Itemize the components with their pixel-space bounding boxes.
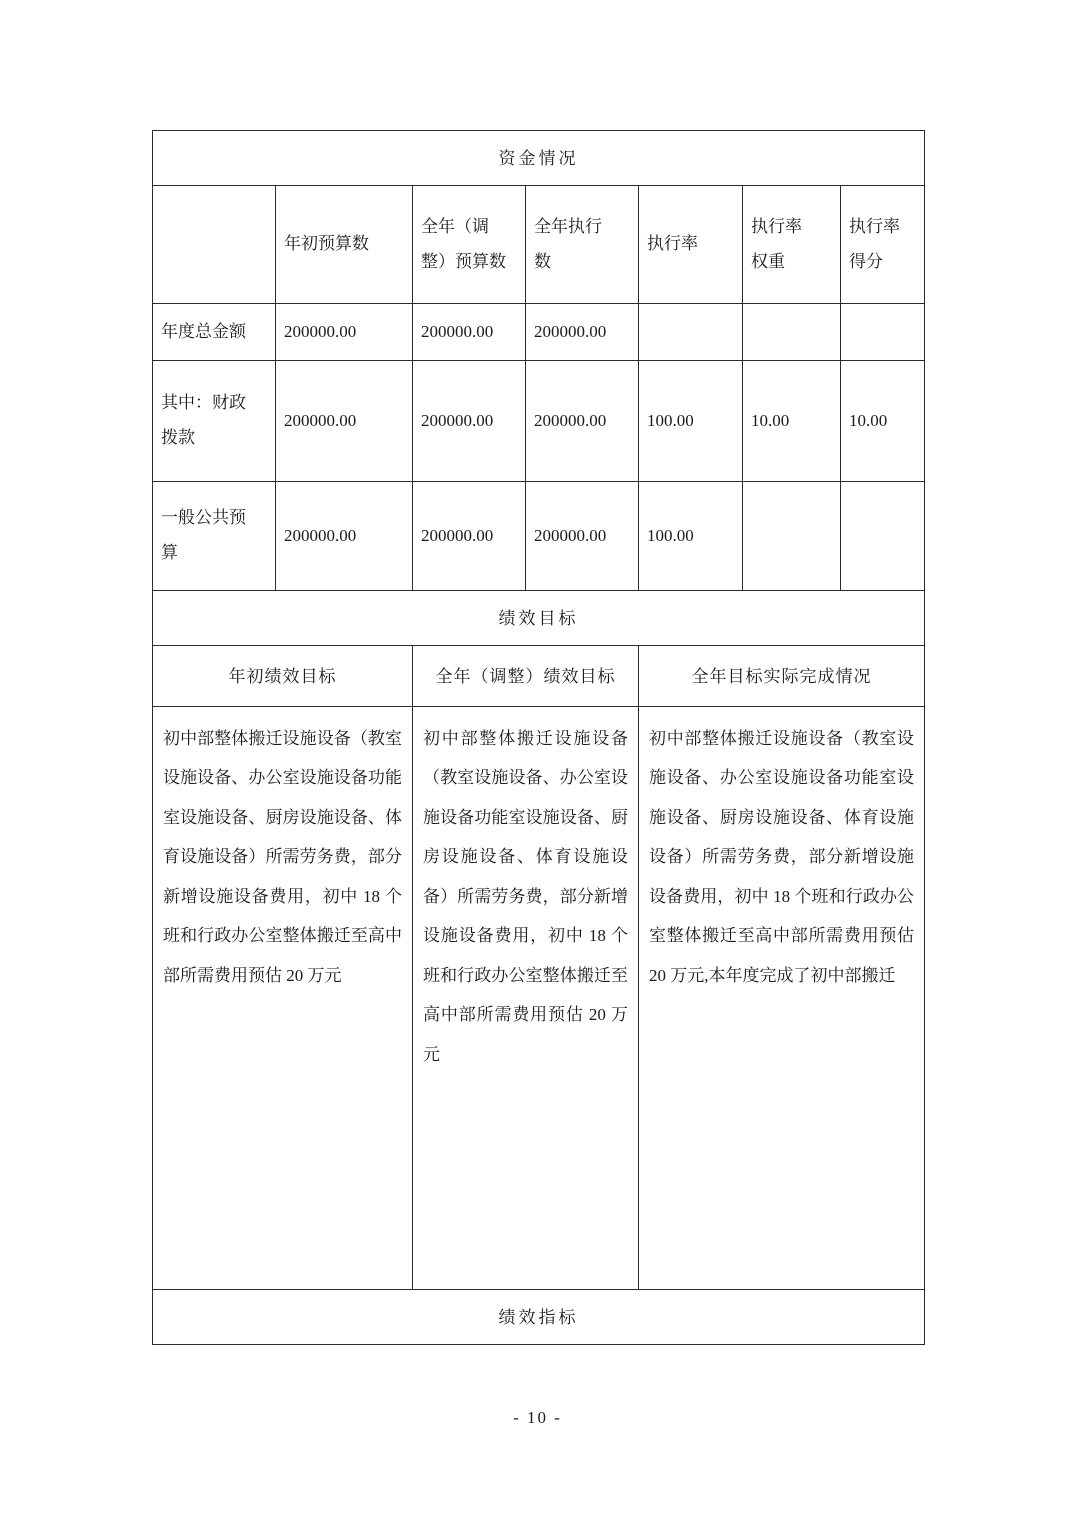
goals-header-actual: 全年目标实际完成情况: [639, 646, 925, 707]
performance-evaluation-table: [152, 130, 925, 1345]
funds-header-exec-rate-score-line2: 得分: [849, 251, 883, 271]
funds-row-executed: 200000.00: [526, 482, 639, 591]
funds-row-label-line2: 拨款: [161, 428, 195, 447]
funds-row-exec-rate: 100.00: [639, 361, 743, 482]
funds-row-executed: 200000.00: [526, 361, 639, 482]
funds-row-exec-rate-weight: [743, 482, 841, 591]
funds-header-executed-line1: 全年执行: [534, 216, 602, 236]
table-row: [153, 304, 925, 361]
funds-row-label-line1: 一般公共预: [161, 508, 246, 528]
funds-row-adjusted-budget: 200000.00: [413, 482, 526, 591]
funds-header-adjusted-budget: [413, 186, 526, 304]
table-row: [153, 482, 925, 591]
funds-row-exec-rate-weight: [743, 304, 841, 361]
goals-header-row: [153, 646, 925, 707]
funds-row-executed: 200000.00: [526, 304, 639, 361]
table-row: [153, 361, 925, 482]
goals-body-row: [153, 707, 925, 1290]
funds-header-exec-rate: 执行率: [639, 186, 743, 304]
funds-row-label-line1: 其中：财政: [161, 393, 246, 413]
funds-section-title: 资金情况: [153, 131, 925, 186]
funds-row-initial-budget: 200000.00: [276, 482, 413, 591]
funds-row-exec-rate-score: [841, 304, 925, 361]
funds-header-blank: [153, 186, 276, 304]
funds-row-exec-rate: [639, 304, 743, 361]
funds-header-executed: [526, 186, 639, 304]
goals-section-title: 绩效目标: [153, 591, 925, 646]
funds-header-exec-rate-weight-line2: 权重: [751, 251, 785, 271]
funds-section-title-row: [153, 131, 925, 186]
funds-row-label-line2: 算: [161, 543, 178, 562]
funds-row-exec-rate-score: 10.00: [841, 361, 925, 482]
indicators-section-title: 绩效指标: [153, 1290, 925, 1345]
funds-header-exec-rate-weight-line1: 执行率: [751, 216, 802, 236]
goals-cell-initial-goal: 初中部整体搬迁设施设备（教室设施设备、办公室设施设备功能室设施设备、厨房设施设备、体育设施设备）所需劳务费，部分新增设施设备费用，初中 18 个班和行政办公室整体搬迁至高中部所需费用预估 20 万元: [153, 707, 413, 1290]
funds-header-initial-budget: 年初预算数: [276, 186, 413, 304]
goals-header-adjusted: 全年（调整）绩效目标: [413, 646, 639, 707]
funds-header-row: [153, 186, 925, 304]
goals-header-initial: 年初绩效目标: [153, 646, 413, 707]
funds-row-adjusted-budget: 200000.00: [413, 304, 526, 361]
funds-row-exec-rate-score: [841, 482, 925, 591]
funds-header-adjusted-budget-line2: 整）预算数: [421, 251, 506, 271]
funds-row-initial-budget: 200000.00: [276, 304, 413, 361]
funds-row-initial-budget: 200000.00: [276, 361, 413, 482]
funds-row-adjusted-budget: 200000.00: [413, 361, 526, 482]
funds-row-label: [153, 361, 276, 482]
funds-row-exec-rate-weight: 10.00: [743, 361, 841, 482]
goals-cell-adjusted-goal: 初中部整体搬迁设施设备（教室设施设备、办公室设施设备功能室设施设备、厨房设施设备、体育设施设备）所需劳务费，部分新增设施设备费用，初中 18 个班和行政办公室整体搬迁至高中部所需费用预估 20 万元: [413, 707, 639, 1290]
funds-header-adjusted-budget-line1: 全年（调: [421, 216, 489, 236]
funds-header-exec-rate-weight: [743, 186, 841, 304]
funds-row-label: [153, 482, 276, 591]
funds-row-exec-rate: 100.00: [639, 482, 743, 591]
funds-header-exec-rate-score: [841, 186, 925, 304]
indicators-section-title-row: [153, 1290, 925, 1345]
funds-header-executed-line2: 数: [534, 251, 551, 271]
page-number: - 10 -: [513, 1408, 562, 1427]
goals-section-title-row: [153, 591, 925, 646]
funds-header-exec-rate-score-line1: 执行率: [849, 216, 900, 236]
goals-cell-actual-completion: 初中部整体搬迁设施设备（教室设施设备、办公室设施设备功能室设施设备、厨房设施设备、体育设施设备）所需劳务费，部分新增设施设备费用，初中 18 个班和行政办公室整体搬迁至高中部所需费用预估 20 万元,本年度完成了初中部搬迁: [639, 707, 925, 1290]
funds-row-label: 年度总金额: [153, 304, 276, 361]
